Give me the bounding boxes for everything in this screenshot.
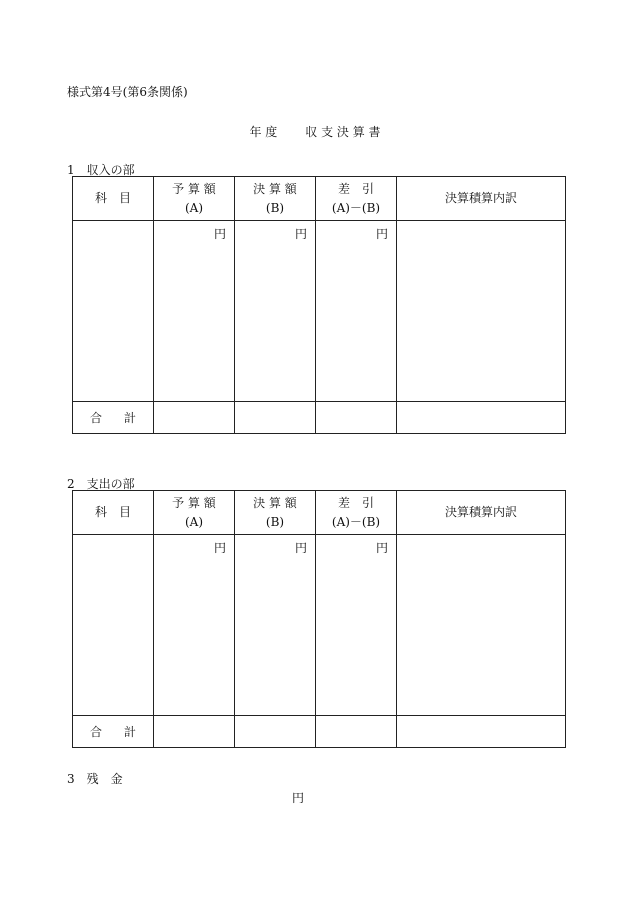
- expense-diff-cell[interactable]: [316, 535, 397, 716]
- expense-col-breakdown: 決算積算内訳: [397, 491, 566, 535]
- income-header-row: [73, 177, 566, 221]
- expense-header-row: [73, 491, 566, 535]
- yen-unit: 円: [294, 541, 307, 555]
- yen-unit: 円: [375, 541, 388, 555]
- title-main: 収 支 決 算 書: [305, 125, 381, 139]
- income-col-subject: 科 目: [73, 177, 154, 221]
- balance-yen-unit: 円: [292, 791, 305, 805]
- income-diff-cell[interactable]: [316, 221, 397, 402]
- expense-budget-cell[interactable]: [154, 535, 235, 716]
- yen-unit: 円: [213, 227, 226, 241]
- income-subject-cell[interactable]: [73, 221, 154, 402]
- expense-col-subject: 科 目: [73, 491, 154, 535]
- income-total-label: 合 計: [73, 402, 154, 434]
- yen-unit: 円: [294, 227, 307, 241]
- income-col-settled: 決 算 額 (B): [235, 177, 316, 221]
- income-col-budget: 予 算 額 (A): [154, 177, 235, 221]
- yen-unit: 円: [375, 227, 388, 241]
- title-year: 年 度: [249, 125, 278, 139]
- expense-breakdown-cell[interactable]: [397, 535, 566, 716]
- form-number-label: 様式第4号(第6条関係): [67, 85, 188, 99]
- expense-subject-cell[interactable]: [73, 535, 154, 716]
- income-col-diff: 差 引 (A)－(B): [316, 177, 397, 221]
- balance-section-heading: 3 残 金: [67, 772, 123, 786]
- income-section-heading: 1 収入の部: [67, 163, 135, 177]
- income-table: [72, 176, 566, 434]
- expense-col-settled: 決 算 額 (B): [235, 491, 316, 535]
- expense-total-label: 合 計: [73, 716, 154, 748]
- income-col-breakdown: 決算積算内訳: [397, 177, 566, 221]
- income-total-budget[interactable]: [154, 402, 235, 434]
- income-settled-cell[interactable]: [235, 221, 316, 402]
- income-budget-cell[interactable]: [154, 221, 235, 402]
- income-total-settled[interactable]: [235, 402, 316, 434]
- document-title: [0, 123, 630, 140]
- expense-total-diff[interactable]: [316, 716, 397, 748]
- income-total-diff[interactable]: [316, 402, 397, 434]
- expense-col-budget: 予 算 額 (A): [154, 491, 235, 535]
- expense-total-settled[interactable]: [235, 716, 316, 748]
- yen-unit: 円: [213, 541, 226, 555]
- income-total-row: [73, 402, 566, 434]
- income-body-row: [73, 221, 566, 402]
- expense-total-breakdown[interactable]: [397, 716, 566, 748]
- income-total-breakdown[interactable]: [397, 402, 566, 434]
- income-breakdown-cell[interactable]: [397, 221, 566, 402]
- expense-total-row: [73, 716, 566, 748]
- expense-body-row: [73, 535, 566, 716]
- expense-settled-cell[interactable]: [235, 535, 316, 716]
- expense-col-diff: 差 引 (A)－(B): [316, 491, 397, 535]
- expense-table: [72, 490, 566, 748]
- expense-total-budget[interactable]: [154, 716, 235, 748]
- expense-section-heading: 2 支出の部: [67, 477, 135, 491]
